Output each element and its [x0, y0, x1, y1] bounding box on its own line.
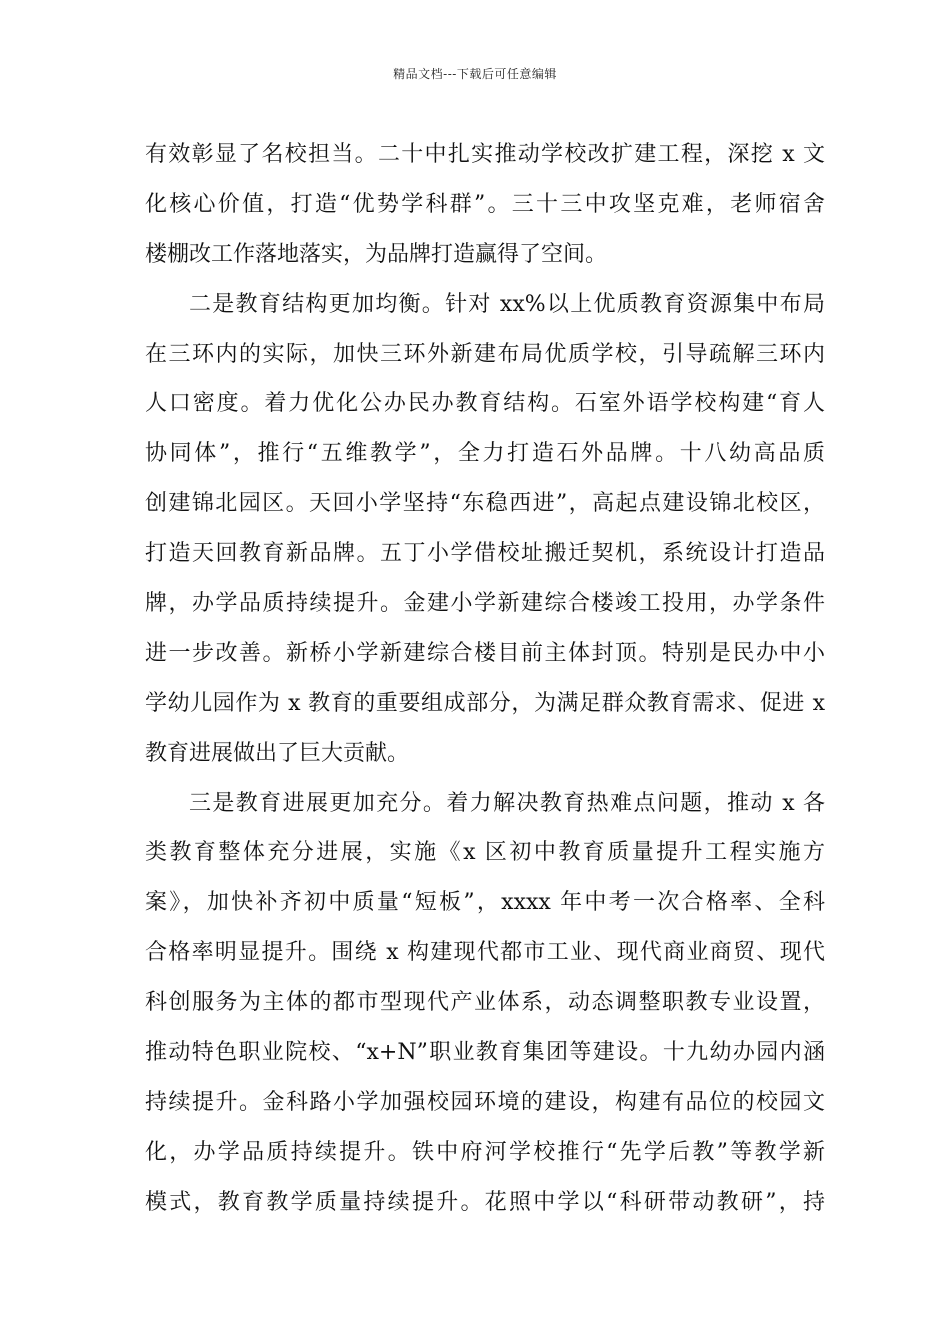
- text-line: 人口密度。着力优化公办民办教育结构。石室外语学校构建“育人: [145, 391, 825, 417]
- text-line: 推动特色职业院校、“x+N”职业教育集团等建设。十九幼办园内涵: [145, 1040, 825, 1066]
- text-line: 创建锦北园区。天回小学坚持“东稳西进”，高起点建设锦北校区，: [145, 491, 825, 517]
- page-header: 精品文档---下载后可任意编辑: [393, 67, 557, 81]
- text-line: 教育进展做出了巨大贡献。: [145, 740, 410, 766]
- text-line: 类教育整体充分进展，实施《x 区初中教育质量提升工程实施方: [145, 840, 825, 866]
- text-line: 模式，教育教学质量持续提升。花照中学以“科研带动教研”，持: [145, 1189, 825, 1215]
- text-line: 二是教育结构更加均衡。针对 xx%以上优质教育资源集中布局: [189, 291, 825, 317]
- text-line: 化，办学品质持续提升。铁中府河学校推行“先学后教”等教学新: [145, 1139, 825, 1165]
- text-line: 牌，办学品质持续提升。金建小学新建综合楼竣工投用，办学条件: [145, 591, 825, 617]
- text-line: 案》，加快补齐初中质量“短板”，xxxx 年中考一次合格率、全科: [145, 890, 825, 916]
- text-line: 持续提升。金科路小学加强校园环境的建设，构建有品位的校园文: [145, 1089, 825, 1115]
- paragraph-2: [145, 280, 825, 779]
- text-line: 学幼儿园作为 x 教育的重要组成部分，为满足群众教育需求、促进 x: [145, 690, 825, 716]
- paragraph-3: [145, 779, 825, 1228]
- text-line: 科创服务为主体的都市型现代产业体系，动态调整职教专业设置，: [145, 990, 825, 1016]
- text-line: 楼棚改工作落地落实，为品牌打造赢得了空间。: [145, 241, 608, 267]
- text-line: 合格率明显提升。围绕 x 构建现代都市工业、现代商业商贸、现代: [145, 940, 825, 966]
- text-line: 化核心价值，打造“优势学科群”。三十三中攻坚克难，老师宿舍: [145, 191, 825, 217]
- paragraph-1: [145, 130, 825, 280]
- text-line: 打造天回教育新品牌。五丁小学借校址搬迁契机，系统设计打造品: [145, 541, 825, 567]
- text-line: 协同体”，推行“五维教学”，全力打造石外品牌。十八幼高品质: [145, 441, 825, 467]
- text-line: 有效彰显了名校担当。二十中扎实推动学校改扩建工程，深挖 x 文: [145, 142, 825, 167]
- text-line: 进一步改善。新桥小学新建综合楼目前主体封顶。特别是民办中小: [145, 640, 825, 666]
- text-line: 三是教育进展更加充分。着力解决教育热难点问题，推动 x 各: [189, 790, 825, 816]
- text-line: 在三环内的实际，加快三环外新建布局优质学校，引导疏解三环内: [145, 341, 825, 367]
- document-body: [145, 130, 825, 1228]
